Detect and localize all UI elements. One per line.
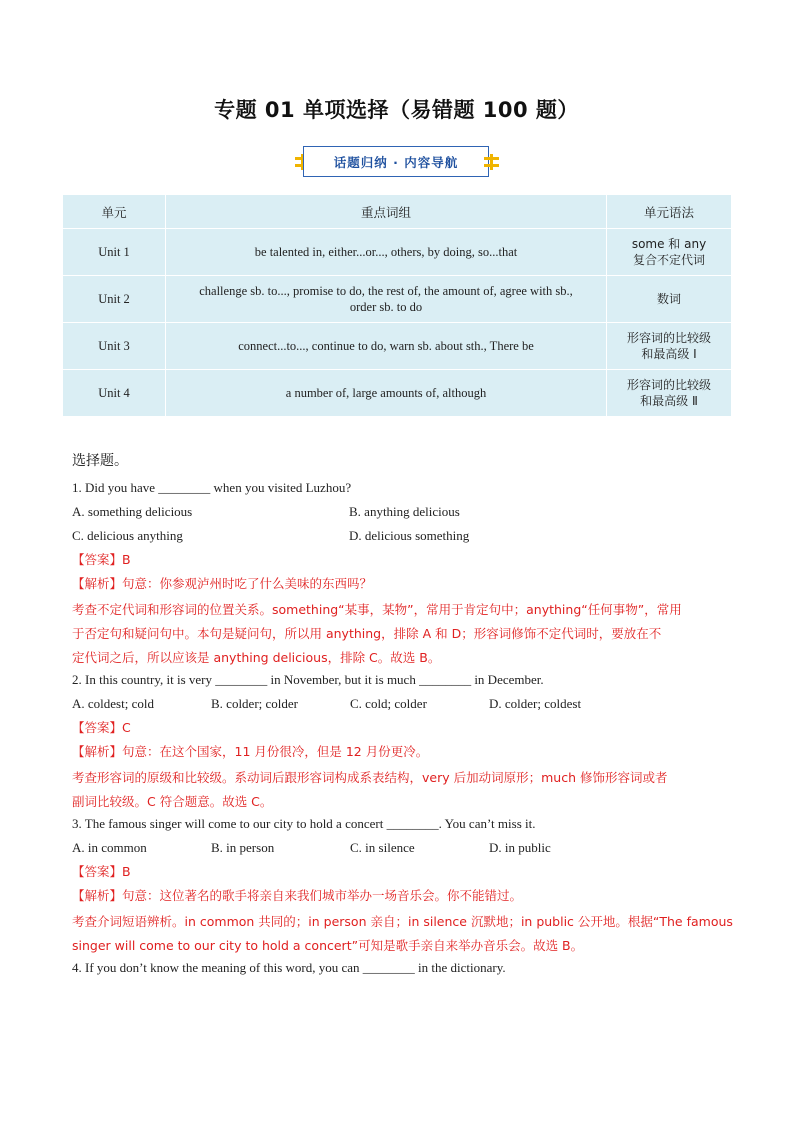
explanation-line: 考查形容词的原级和比较级。系动词后跟形容词构成系表结构，very 后加动词原形；much 修饰形容词或者 bbox=[72, 770, 668, 785]
unit-cell: Unit 1 bbox=[63, 229, 166, 276]
unit-cell: Unit 3 bbox=[63, 323, 166, 370]
phrases-cell: a number of, large amounts of, although bbox=[166, 370, 607, 417]
option-c: C. delicious anything bbox=[72, 528, 183, 543]
option-a: A. coldest; cold bbox=[72, 696, 154, 711]
table-row bbox=[63, 323, 732, 370]
phrases-cell bbox=[166, 276, 607, 323]
option-d: D. delicious something bbox=[349, 528, 470, 543]
unit-summary-table bbox=[62, 194, 732, 417]
option-a: A. in common bbox=[72, 840, 147, 855]
grammar-line: 形容词的比较级 bbox=[626, 378, 711, 392]
page-title: 专题 01 单项选择（易错题 100 题） bbox=[214, 98, 579, 122]
grammar-line: 复合不定代词 bbox=[632, 253, 705, 267]
double-bar-right-icon bbox=[483, 153, 500, 171]
section-label: 选择题。 bbox=[72, 453, 128, 469]
option-c: C. in silence bbox=[350, 840, 415, 855]
table-header-row bbox=[63, 195, 732, 229]
option-a: A. something delicious bbox=[72, 504, 193, 519]
question-stem: 4. If you don’t know the meaning of this word, you can ________ in the dictionary. bbox=[72, 960, 506, 975]
question-stem: 3. The famous singer will come to our city to hold a concert ________. You can’t miss it. bbox=[72, 816, 536, 831]
option-b: B. anything delicious bbox=[349, 504, 460, 519]
answer-line: 【答案】B bbox=[72, 864, 131, 879]
table-row bbox=[63, 229, 732, 276]
unit-cell: Unit 4 bbox=[63, 370, 166, 417]
question-stem: 2. In this country, it is very ________ in November, but it is much ________ in December. bbox=[72, 672, 544, 687]
explanation-line: 于否定句和疑问句中。本句是疑问句，所以用 anything，排除 A 和 D；形容词修饰不定代词时，要放在不 bbox=[72, 626, 662, 641]
options-row bbox=[72, 836, 732, 860]
grammar-cell bbox=[607, 370, 732, 417]
explanation-line: 考查介词短语辨析。in common 共同的；in person 亲自；in silence 沉默地；in public 公开地。根据“The famous bbox=[72, 914, 733, 929]
answer-line: 【答案】B bbox=[72, 552, 131, 567]
header-phrases: 重点词组 bbox=[166, 195, 607, 229]
analysis-line: 【解析】句意：在这个国家，11 月份很冷，但是 12 月份更冷。 bbox=[72, 744, 429, 759]
option-b: B. colder; colder bbox=[211, 696, 298, 711]
explanation-line: 定代词之后，所以应该是 anything delicious，排除 C。故选 B。 bbox=[72, 650, 441, 665]
options-row bbox=[72, 500, 732, 524]
phrases-cell: connect...to..., continue to do, warn sb. about sth., There be bbox=[166, 323, 607, 370]
analysis-line: 【解析】句意：你参观泸州时吃了什么美味的东西吗？ bbox=[72, 576, 373, 591]
table-row bbox=[63, 370, 732, 417]
grammar-cell bbox=[607, 323, 732, 370]
option-d: D. colder; coldest bbox=[489, 696, 582, 711]
grammar-cell: 数词 bbox=[607, 276, 732, 323]
grammar-line: some 和 any bbox=[631, 237, 707, 251]
phrases-line: challenge sb. to..., promise to do, the rest of, the amount of, agree with sb., bbox=[199, 284, 573, 298]
table-row bbox=[63, 276, 732, 323]
banner-text: 话题归纳 · 内容导航 bbox=[333, 154, 459, 170]
option-b: B. in person bbox=[211, 840, 275, 855]
option-c: C. cold; colder bbox=[350, 696, 427, 711]
phrases-line: order sb. to do bbox=[349, 300, 423, 314]
answer-line: 【答案】C bbox=[72, 720, 131, 735]
grammar-cell bbox=[607, 229, 732, 276]
options-row bbox=[72, 692, 732, 716]
phrases-cell: be talented in, either...or..., others, by doing, so...that bbox=[166, 229, 607, 276]
grammar-line: 形容词的比较级 bbox=[626, 331, 711, 345]
explanation-line: 副词比较级。C 符合题意。故选 C。 bbox=[72, 794, 273, 809]
options-row bbox=[72, 524, 732, 548]
header-grammar: 单元语法 bbox=[607, 195, 732, 229]
grammar-line: 和最高级 Ⅱ bbox=[640, 394, 698, 408]
header-unit: 单元 bbox=[63, 195, 166, 229]
unit-cell: Unit 2 bbox=[63, 276, 166, 323]
explanation-line: singer will come to our city to hold a concert”可知是歌手亲自来举办音乐会。故选 B。 bbox=[72, 938, 584, 953]
analysis-line: 【解析】句意：这位著名的歌手将亲自来我们城市举办一场音乐会。你不能错过。 bbox=[72, 888, 523, 903]
question-stem: 1. Did you have ________ when you visited Luzhou? bbox=[72, 480, 352, 495]
grammar-line: 和最高级 Ⅰ bbox=[641, 347, 697, 361]
questions-section bbox=[72, 448, 732, 980]
explanation-line: 考查不定代词和形容词的位置关系。something“某事，某物”，常用于肯定句中；anything“任何事物”，常用 bbox=[72, 602, 682, 617]
option-d: D. in public bbox=[489, 840, 551, 855]
topic-banner bbox=[303, 146, 489, 177]
